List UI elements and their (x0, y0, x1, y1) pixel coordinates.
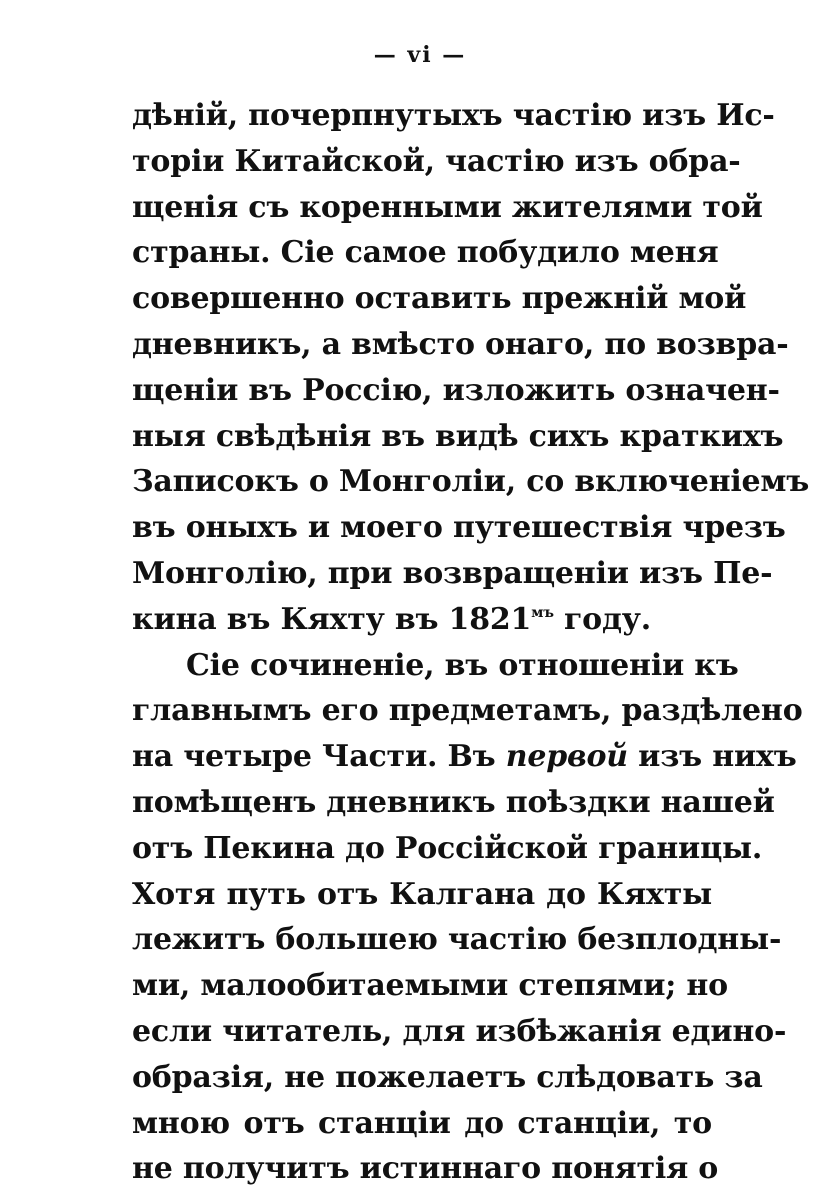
text-line: помѣщенъ дневникъ поѣздки нашей (132, 784, 775, 820)
text-line: ныя свѣдѣнія въ видѣ сихъ краткихъ (132, 418, 784, 454)
text-line: если читатель, для избѣжанія едино- (132, 1013, 787, 1049)
text-line (132, 734, 797, 780)
superscript: мъ (531, 604, 554, 621)
running-head: — vi — (373, 42, 467, 68)
body-text (132, 93, 810, 1192)
text-line: дѣній, почерпнутыхъ частію изъ Ис- (132, 98, 775, 133)
text-line: ми, малообитаемыми степями; но (132, 968, 728, 1004)
text-line: Записокъ о Монголіи, со включеніемъ (132, 464, 810, 500)
text-line: лежитъ большею частію безплодны- (132, 922, 782, 958)
text-line: въ оныхъ и моего путешествія чрезъ (132, 510, 786, 546)
text-line: щенія съ коренными жителями той (132, 189, 763, 225)
text-line-last (132, 597, 712, 643)
text-line: не получитъ истиннаго понятія о (132, 1151, 719, 1187)
text-line: главнымъ его предметамъ, раздѣлено (132, 693, 803, 729)
text-line: Сіе сочиненіе, въ отношеніи къ (186, 647, 739, 683)
text-line: дневникъ, а вмѣсто онаго, по возвра- (132, 326, 789, 362)
text-line: образія, не пожелаетъ слѣдовать за (132, 1059, 763, 1095)
italic-word: первой (505, 739, 628, 775)
text-line: торіи Китайской, частію изъ обра- (132, 143, 741, 179)
text-line: страны. Сіе самое побудило меня (132, 235, 719, 271)
text-segment: кина въ Кяхту въ 1821 (132, 601, 532, 637)
text-line: отъ Пекина до Россійской границы. (132, 830, 763, 866)
text-line: совершенно оставить прежній мой (132, 281, 747, 317)
text-line: Монголію, при возвращеніи изъ Пе- (132, 555, 773, 591)
text-segment: на четыре Части. Въ (132, 739, 506, 775)
text-line: Хотя путь отъ Калгана до Кяхты (132, 876, 712, 912)
text-segment: изъ нихъ (627, 739, 797, 775)
text-segment: году. (553, 601, 652, 637)
text-line: мною отъ станціи до станціи, то (132, 1105, 712, 1141)
text-line: щеніи въ Россію, изложить означен- (132, 372, 780, 408)
